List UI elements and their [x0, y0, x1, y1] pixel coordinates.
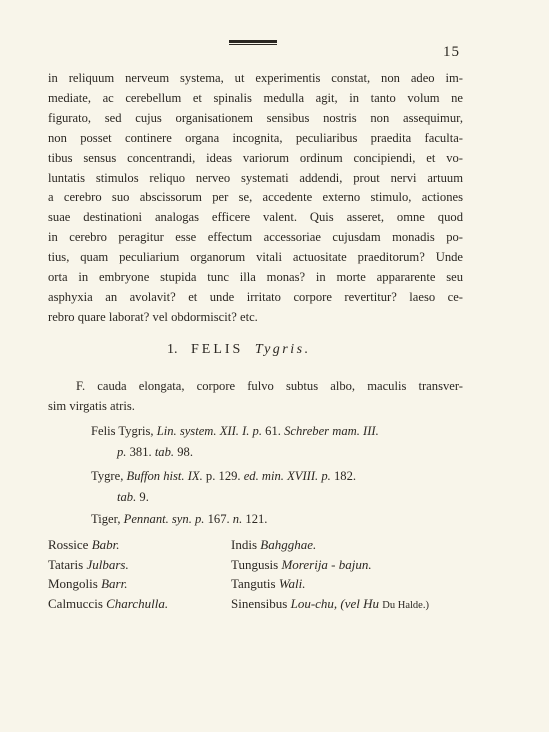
- ref-edition-page: 182.: [333, 469, 357, 483]
- section-heading: [167, 342, 311, 358]
- ref-edition: ed. min. XVIII. p.: [243, 469, 331, 483]
- body-line: mediate, ac cerebellum et spinalis medulla agit, in tanto volum ne: [48, 90, 463, 105]
- body-line: asphyxia an avolavit? et unde irritato corpore revertitur? laeso ce-: [48, 289, 463, 304]
- ref-cont: 381.: [129, 445, 152, 459]
- ref-continuation: [91, 487, 471, 508]
- ref-cont: p.: [117, 445, 127, 459]
- ref-work: Pennant. syn. p.: [123, 512, 205, 526]
- ref-cont: 98.: [177, 445, 193, 459]
- description-line: F. cauda elongata, corpore fulvo subtus albo, maculis transver-: [76, 379, 463, 393]
- vernacular-entry: Rossice Babr.: [48, 537, 120, 552]
- body-line: non posset continere organa incognita, peculiaribus praedita faculta-: [48, 130, 463, 145]
- ref-item: n.: [232, 512, 243, 526]
- ref-cont: tab.: [117, 490, 137, 504]
- vernacular-entry: Indis Bahgghae.: [231, 537, 317, 552]
- ref-author: Felis Tygris,: [91, 424, 154, 438]
- ref-continuation: [91, 442, 471, 463]
- ref-work: Buffon hist. IX.: [126, 469, 203, 483]
- body-line: in cerebro peragitur esse effectum accessoriae cujusdam monadis po-: [48, 230, 463, 245]
- ref-cont: 9.: [139, 490, 149, 504]
- section-number: 1.: [167, 342, 178, 357]
- body-line: orta in embryone stupida tunc illa monas? in morte appararente seu: [48, 270, 463, 285]
- ref-work: Lin. system. XII. I. p.: [156, 424, 263, 438]
- vernacular-entry: Sinensibus Lou-chu, (vel Hu Du Halde.): [231, 595, 429, 611]
- ref-page: 167.: [207, 512, 230, 526]
- page-number: 15: [443, 44, 460, 60]
- vernacular-entry: Mongolis Barr.: [48, 576, 128, 591]
- reference-buffon: [91, 466, 471, 508]
- vernacular-names: [48, 535, 488, 615]
- body-line: tius, quam peculiarium organorum vitali actuositate praeditorum? Unde: [48, 250, 463, 265]
- body-line: luntatis stimulos reliquo nerveo systemati addendi, prout nervi artuum: [48, 170, 463, 185]
- reference-linnaeus: [91, 421, 471, 463]
- ref-item-num: 121.: [245, 512, 268, 526]
- body-line: suae destinationi analogas efficere valent. Quis asseret, omne quod: [48, 210, 463, 225]
- header-rule: [229, 40, 277, 46]
- body-paragraph: [48, 69, 463, 328]
- species-description: [48, 376, 463, 416]
- vernacular-entry: Tangutis Wali.: [231, 576, 306, 591]
- body-line: figurato, sed cujus organisationem sensibus nostris non assequimur,: [48, 110, 463, 125]
- section-species: Tygris.: [254, 342, 311, 357]
- vernacular-entry: Tataris Julbars.: [48, 556, 129, 572]
- ref-page: p. 129.: [205, 469, 241, 483]
- reference-pennant: [91, 509, 471, 530]
- body-line: in reliquum nerveum systema, ut experimentis constat, non adeo im-: [48, 71, 463, 85]
- header-rule-thick: [229, 40, 277, 43]
- ref-cont: tab.: [154, 445, 175, 459]
- section-genus: FELIS: [191, 342, 244, 357]
- vernacular-entry: Tungusis Morerija - bajun.: [231, 556, 372, 572]
- description-line: sim virgatis atris.: [48, 399, 135, 413]
- ref-author: Tiger,: [91, 512, 121, 526]
- ref-page: 61.: [265, 424, 281, 438]
- header-rule-thin: [229, 44, 277, 45]
- body-line: a cerebro suo abscissorum per se, accedente externo stimulo, actiones: [48, 190, 463, 205]
- ref-author: Tygre,: [91, 469, 124, 483]
- ref-second-author: Schreber mam. III.: [284, 424, 379, 438]
- vernacular-entry: Calmuccis Charchulla.: [48, 595, 169, 611]
- body-line: tibus sensus concentrandi, ideas variorum ordinum concipiendi, et vo-: [48, 150, 463, 165]
- body-line: rebro quare laborat? vel obdormiscit? etc.: [48, 309, 258, 324]
